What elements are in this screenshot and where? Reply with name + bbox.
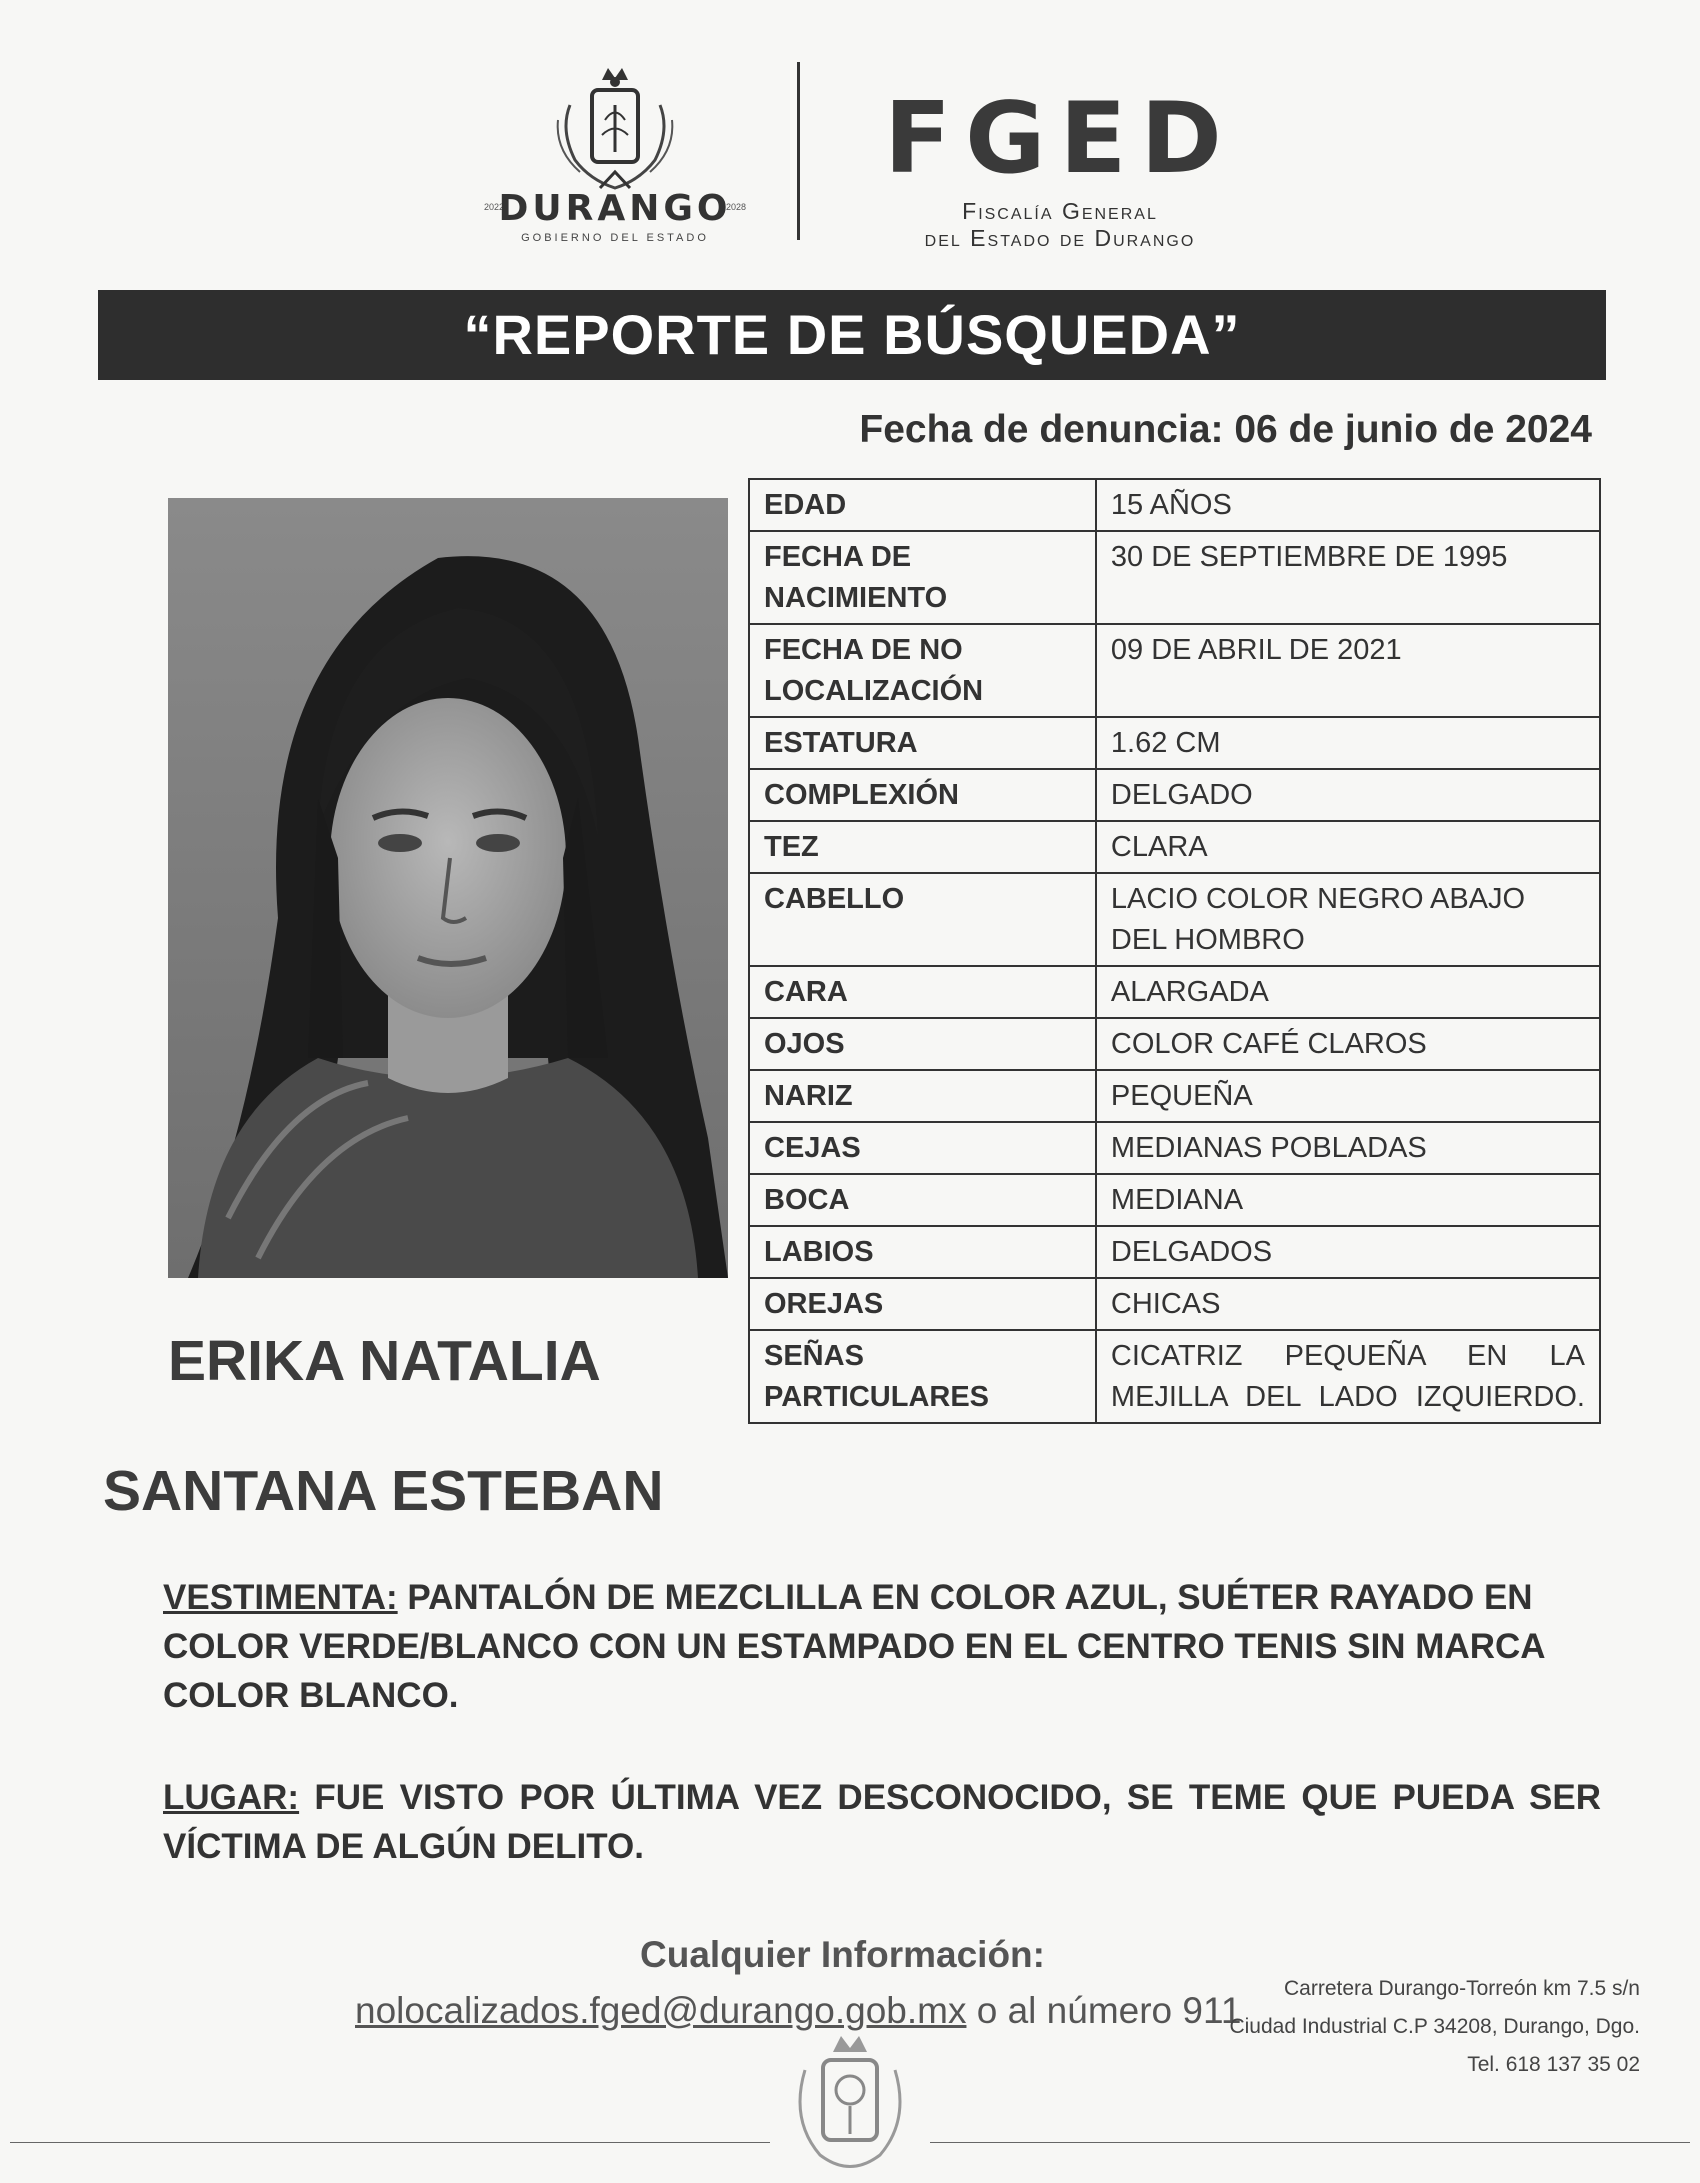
detail-label: COMPLEXIÓN xyxy=(749,769,1096,821)
detail-value: CHICAS xyxy=(1096,1278,1600,1330)
details-row xyxy=(749,1330,1600,1423)
person-first-name: ERIKA NATALIA xyxy=(168,1329,601,1393)
address-line-2: Ciudad Industrial C.P 34208, Durango, Dgo. xyxy=(1229,2015,1640,2038)
detail-value: MEDIANA xyxy=(1096,1174,1600,1226)
detail-value: MEDIANAS POBLADAS xyxy=(1096,1122,1600,1174)
header-divider xyxy=(797,62,800,240)
address-phone: Tel. 618 137 35 02 xyxy=(1467,2053,1640,2076)
details-row xyxy=(749,479,1600,531)
detail-value: CICATRIZ PEQUEÑA EN LA MEJILLA DEL LADO IZQUIERDO. xyxy=(1096,1330,1600,1423)
detail-value: 30 DE SEPTIEMBRE DE 1995 xyxy=(1096,531,1600,624)
details-row xyxy=(749,1278,1600,1330)
detail-label: ESTATURA xyxy=(749,717,1096,769)
detail-value: LACIO COLOR NEGRO ABAJO DEL HOMBRO xyxy=(1096,873,1600,966)
details-row xyxy=(749,624,1600,717)
year-right: 2028 xyxy=(725,202,746,212)
detail-label: BOCA xyxy=(749,1174,1096,1226)
detail-label: CEJAS xyxy=(749,1122,1096,1174)
durango-wordmark: DURANGO xyxy=(498,188,732,229)
contact-line xyxy=(355,1990,1241,2032)
address-line-1: Carretera Durango-Torreón km 7.5 s/n xyxy=(1284,1977,1640,2000)
clothing-label: VESTIMENTA: xyxy=(163,1578,398,1617)
detail-value: COLOR CAFÉ CLAROS xyxy=(1096,1018,1600,1070)
detail-value: 1.62 CM xyxy=(1096,717,1600,769)
durango-logo xyxy=(470,60,760,250)
detail-value: 09 DE ABRIL DE 2021 xyxy=(1096,624,1600,717)
details-row xyxy=(749,873,1600,966)
details-row xyxy=(749,1018,1600,1070)
detail-value: CLARA xyxy=(1096,821,1600,873)
fged-line-2: del Estado de Durango xyxy=(924,225,1196,251)
detail-label: OREJAS xyxy=(749,1278,1096,1330)
clothing-section xyxy=(163,1573,1613,1720)
details-body xyxy=(749,479,1600,1423)
details-row xyxy=(749,1226,1600,1278)
footer-seal-icon xyxy=(785,2030,915,2180)
detail-label: NARIZ xyxy=(749,1070,1096,1122)
year-left: 2022 xyxy=(484,202,505,212)
clothing-text: PANTALÓN DE MEZCLILLA EN COLOR AZUL, SUÉTER RAYADO EN COLOR VERDE/BLANCO CON UN ESTAMPADO EN EL CENTRO TENIS SIN MARCA COLOR BLANCO. xyxy=(163,1578,1545,1715)
detail-value: ALARGADA xyxy=(1096,966,1600,1018)
details-row xyxy=(749,531,1600,624)
contact-label: Cualquier Información: xyxy=(640,1934,1045,1975)
office-address xyxy=(1120,1970,1640,2084)
report-date: Fecha de denuncia: 06 de junio de 2024 xyxy=(859,408,1592,451)
detail-value: DELGADO xyxy=(1096,769,1600,821)
durango-subtitle: GOBIERNO DEL ESTADO xyxy=(521,232,709,244)
detail-label: EDAD xyxy=(749,479,1096,531)
report-title-banner: “REPORTE DE BÚSQUEDA” xyxy=(98,290,1606,380)
details-row xyxy=(749,1070,1600,1122)
detail-label: CARA xyxy=(749,966,1096,1018)
detail-label: OJOS xyxy=(749,1018,1096,1070)
detail-label: TEZ xyxy=(749,821,1096,873)
detail-value: 15 AÑOS xyxy=(1096,479,1600,531)
person-portrait-icon xyxy=(168,498,728,1278)
contact-phone-text: o al número 911 xyxy=(976,1990,1242,2031)
person-photo xyxy=(168,498,728,1278)
person-details-table xyxy=(748,478,1601,1424)
detail-label: FECHA DE NO LOCALIZACIÓN xyxy=(749,624,1096,717)
fged-acronym: FGED xyxy=(884,82,1236,196)
details-row xyxy=(749,1122,1600,1174)
details-row xyxy=(749,717,1600,769)
fged-line-1: Fiscalía General xyxy=(962,198,1158,224)
contact-email-link[interactable]: nolocalizados.fged@durango.gob.mx xyxy=(355,1990,967,2031)
details-row xyxy=(749,966,1600,1018)
detail-value: DELGADOS xyxy=(1096,1226,1600,1278)
location-label: LUGAR: xyxy=(163,1778,300,1817)
detail-value: PEQUEÑA xyxy=(1096,1070,1600,1122)
detail-label: FECHA DE NACIMIENTO xyxy=(749,531,1096,624)
footer-rule-right xyxy=(930,2142,1690,2143)
footer-rule-left xyxy=(10,2142,770,2143)
detail-label: SEÑAS PARTICULARES xyxy=(749,1330,1096,1423)
details-row xyxy=(749,769,1600,821)
location-section xyxy=(163,1773,1601,1871)
detail-label: CABELLO xyxy=(749,873,1096,966)
fged-logo xyxy=(860,82,1260,251)
details-row xyxy=(749,1174,1600,1226)
person-last-name: SANTANA ESTEBAN xyxy=(103,1459,664,1523)
detail-label: LABIOS xyxy=(749,1226,1096,1278)
details-row xyxy=(749,821,1600,873)
durango-crest-icon xyxy=(550,60,680,195)
location-text: FUE VISTO POR ÚLTIMA VEZ DESCONOCIDO, SE TEME QUE PUEDA SER VÍCTIMA DE ALGÚN DELITO. xyxy=(163,1778,1601,1866)
